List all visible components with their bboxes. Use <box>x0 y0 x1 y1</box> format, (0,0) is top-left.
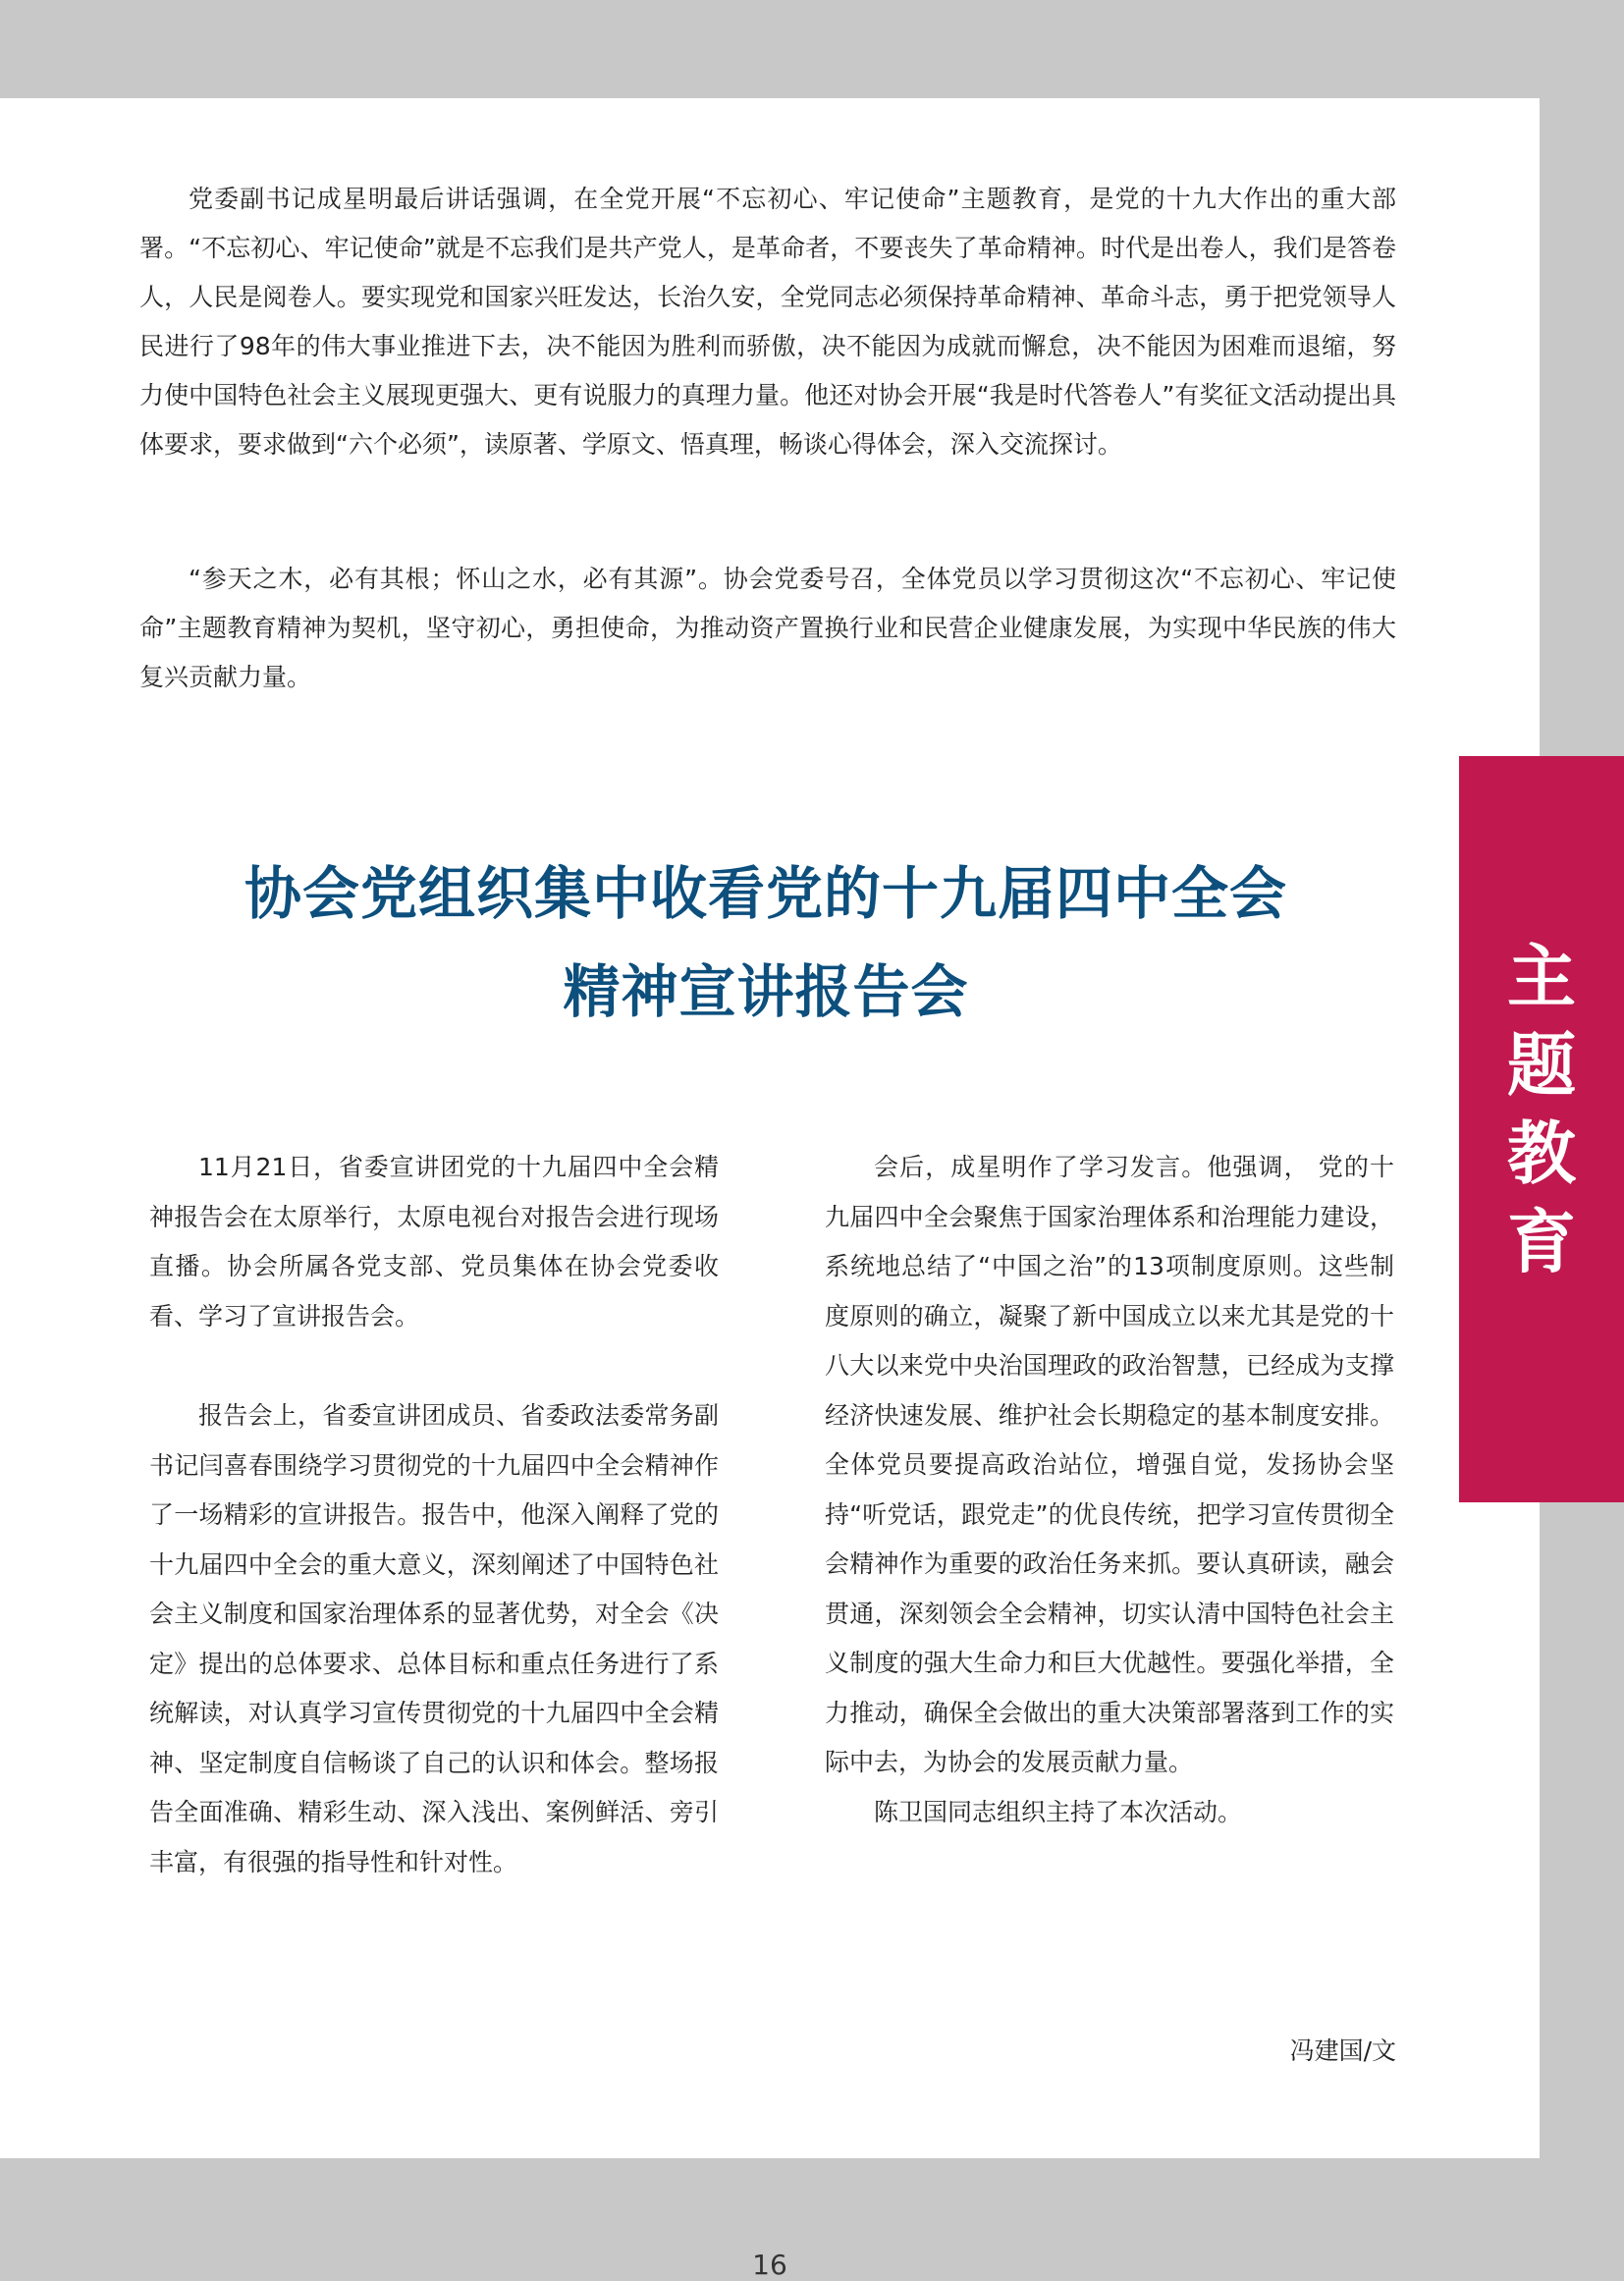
section-tab-char-1: 主 <box>1507 937 1576 1017</box>
left-paragraph-1: 11月21日，省委宣讲团党的十九届四中全会精神报告会在太原举行，太原电视台对报告会进行现场直播。协会所属各党支部、党员集体在协会党委收看、学习了宣讲报告会。 <box>149 1153 719 1331</box>
page-number: 16 <box>752 2249 787 2281</box>
article-title <box>137 844 1394 1041</box>
left-paragraph-2: 报告会上，省委宣讲团成员、省委政法委常务副书记闫喜春围绕学习贯彻党的十九届四中全会精神作了一场精彩的宣讲报告。报告中，他深入阐释了党的十九届四中全会的重大意义，深刻阐述了中国特色社会主义制度和国家治理体系的显著优势，对全会《决定》提出的总体要求、总体目标和重点任务进行了系统解读，对认真学习宣传贯彻党的十九届四中全会精神、坚定制度自信畅谈了自己的认识和体会。整场报告全面准确、精彩生动、深入浅出、案例鲜活、旁引丰富，有很强的指导性和针对性。 <box>149 1401 719 1876</box>
right-paragraph-2: 陈卫国同志组织主持了本次活动。 <box>874 1797 1243 1826</box>
intro-paragraph-2: “参天之木，必有其根；怀山之水，必有其源”。协会党委号召，全体党员以学习贯彻这次“不忘初心、牢记使命”主题教育精神为契机，坚守初心，勇担使命，为推动资产置换行业和民营企业健康发展，为实现中华民族的伟大复兴贡献力量。 <box>139 565 1396 691</box>
intro-paragraph-1: 党委副书记成星明最后讲话强调，在全党开展“不忘初心、牢记使命”主题教育，是党的十九大作出的重大部署。“不忘初心、牢记使命”就是不忘我们是共产党人，是革命者，不要丧失了革命精神。时代是出卷人，我们是答卷人，人民是阅卷人。要实现党和国家兴旺发达，长治久安，全党同志必须保持革命精神、革命斗志，勇于把党领导人民进行了98年的伟大事业推进下去，决不能因为胜利而骄傲，决不能因为成就而懈怠，决不能因为困难而退缩，努力使中国特色社会主义展现更强大、更有说服力的真理力量。他还对协会开展“我是时代答卷人”有奖征文活动提出具体要求，要求做到“六个必须”，读原著、学原文、悟真理，畅谈心得体会，深入交流探讨。 <box>139 185 1396 459</box>
section-tab-char-2: 题 <box>1507 1025 1576 1106</box>
section-tab-char-4: 育 <box>1507 1202 1576 1282</box>
right-paragraph-1: 会后，成星明作了学习发言。他强调， 党的十九届四中全会聚焦于国家治理体系和治理能力建设，系统地总结了“中国之治”的13项制度原则。这些制度原则的确立，凝聚了新中国成立以来尤其是党的十八大以来党中央治国理政的政治智慧，已经成为支撑经济快速发展、维护社会长期稳定的基本制度安排。全体党员要提高政治站位，增强自觉，发扬协会坚持“听党话，跟党走”的优良传统，把学习宣传贯彻全会精神作为重要的政治任务来抓。要认真研读，融会贯通，深刻领会全会精神，切实认清中国特色社会主义制度的强大生命力和巨大优越性。要强化举措，全力推动，确保全会做出的重大决策部署落到工作的实际中去，为协会的发展贡献力量。 <box>825 1153 1394 1776</box>
right-column <box>825 1143 1394 1837</box>
section-tab <box>1459 756 1624 1502</box>
left-column <box>149 1143 719 1887</box>
section-tab-char-3: 教 <box>1507 1113 1576 1194</box>
article-title-line-1: 协会党组织集中收看党的十九届四中全会 <box>244 860 1287 927</box>
author-byline: 冯建国/文 <box>1289 2037 1396 2065</box>
document-page <box>0 98 1540 2281</box>
article-title-line-2: 精神宣讲报告会 <box>563 958 969 1025</box>
